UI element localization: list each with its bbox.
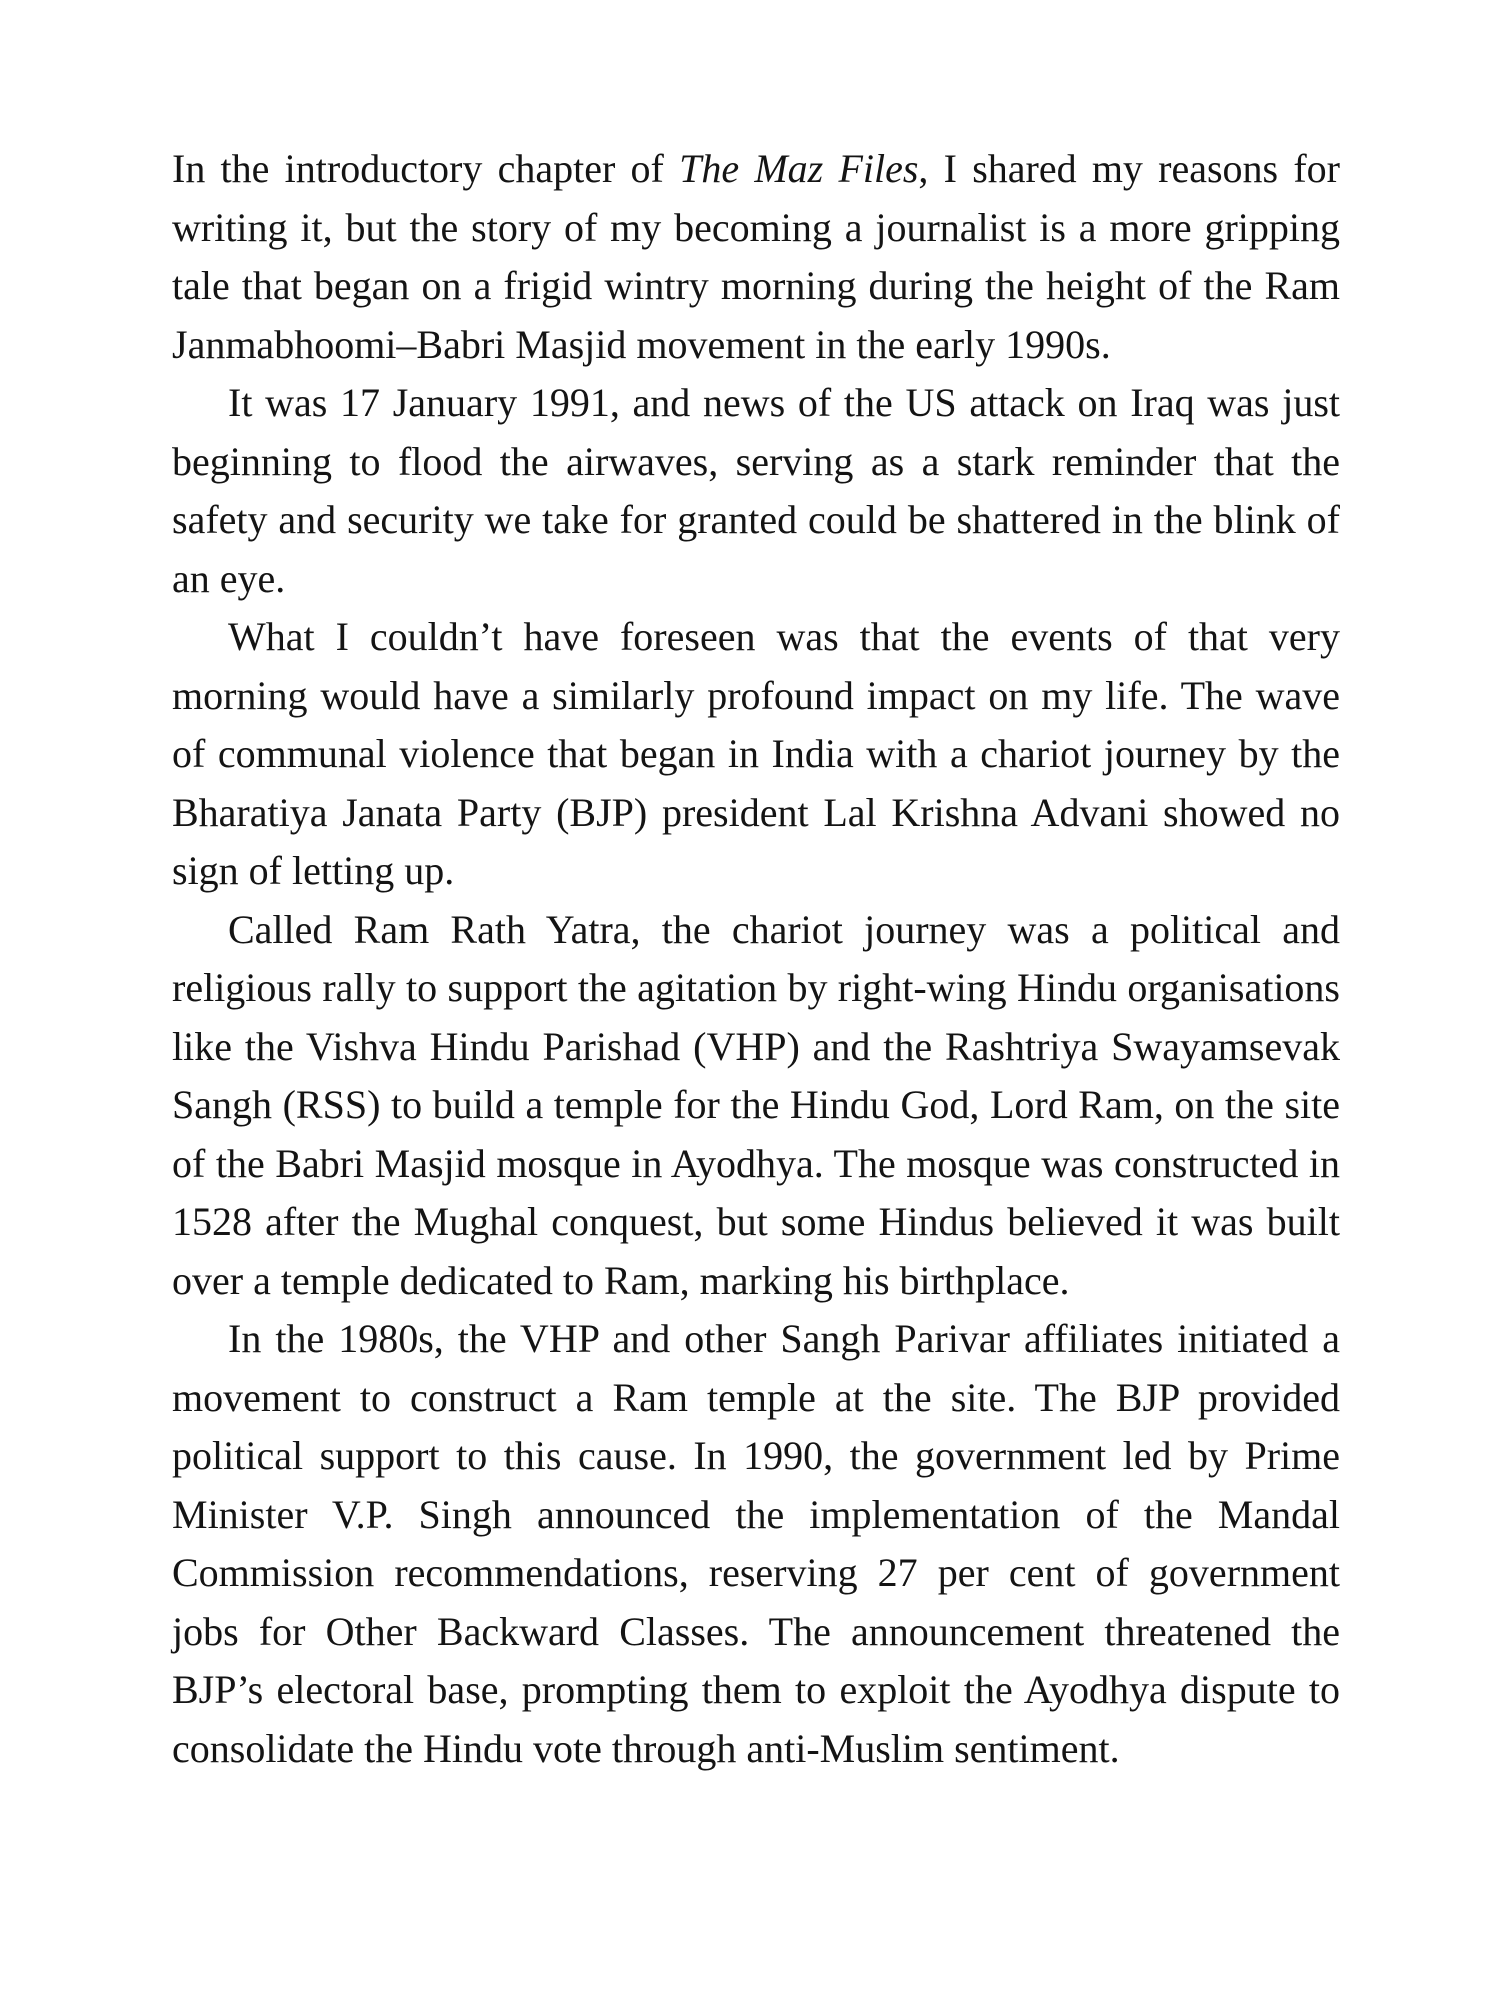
paragraph-intro-lead: In the introductory chapter of	[172, 146, 680, 191]
book-title: The Maz Files	[679, 146, 919, 191]
paragraph-rath-yatra: Called Ram Rath Yatra, the chariot journey was a political and religious rally to support the agitation by right-wing Hindu organisations like the Vishva Hindu Parishad (VHP) and the Rashtriya Swayamsevak Sangh (RSS) to build a temple for the Hindu God, Lord Ram, on the site of the Babri Masjid mosque in Ayodhya. The mosque was constructed in 1528 after the Mughal conquest, but some Hindus believed it was built over a temple dedicated to Ram, marking his birthplace.	[172, 906, 1340, 1303]
paragraph-1980s: In the 1980s, the VHP and other Sangh Parivar affiliates initiated a movement to construct a Ram temple at the site. The BJP provided political support to this cause. In 1990, the government led by Prime Minister V.P. Singh announced the implementation of the Mandal Commission recommendations, reserving 27 per cent of government jobs for Other Backward Classes. The announcement threatened the BJP’s electoral base, prompting them to exploit the Ayodhya dispute to consolidate the Hindu vote through anti-Muslim sentiment.	[172, 1316, 1340, 1771]
paragraph-intro-rest: , I shared my reasons for writing it, but the story of my becoming a journalist is a more gripping tale that began on a frigid wintry morning during the height of the Ram Janmabhoomi–Babri Masjid movement in the early 1990s.	[172, 146, 1340, 367]
paragraph-intro	[172, 140, 1340, 374]
paragraph-violence: What I couldn’t have foreseen was that the events of that very morning would have a similarly profound impact on my life. The wave of communal violence that began in India with a chariot journey by the Bharatiya Janata Party (BJP) president Lal Krishna Advani showed no sign of letting up.	[172, 614, 1340, 893]
paragraph-date: It was 17 January 1991, and news of the US attack on Iraq was just beginning to flood the airwaves, serving as a stark reminder that the safety and security we take for granted could be shattered in the blink of an eye.	[172, 380, 1340, 601]
body-text	[172, 140, 1340, 1778]
